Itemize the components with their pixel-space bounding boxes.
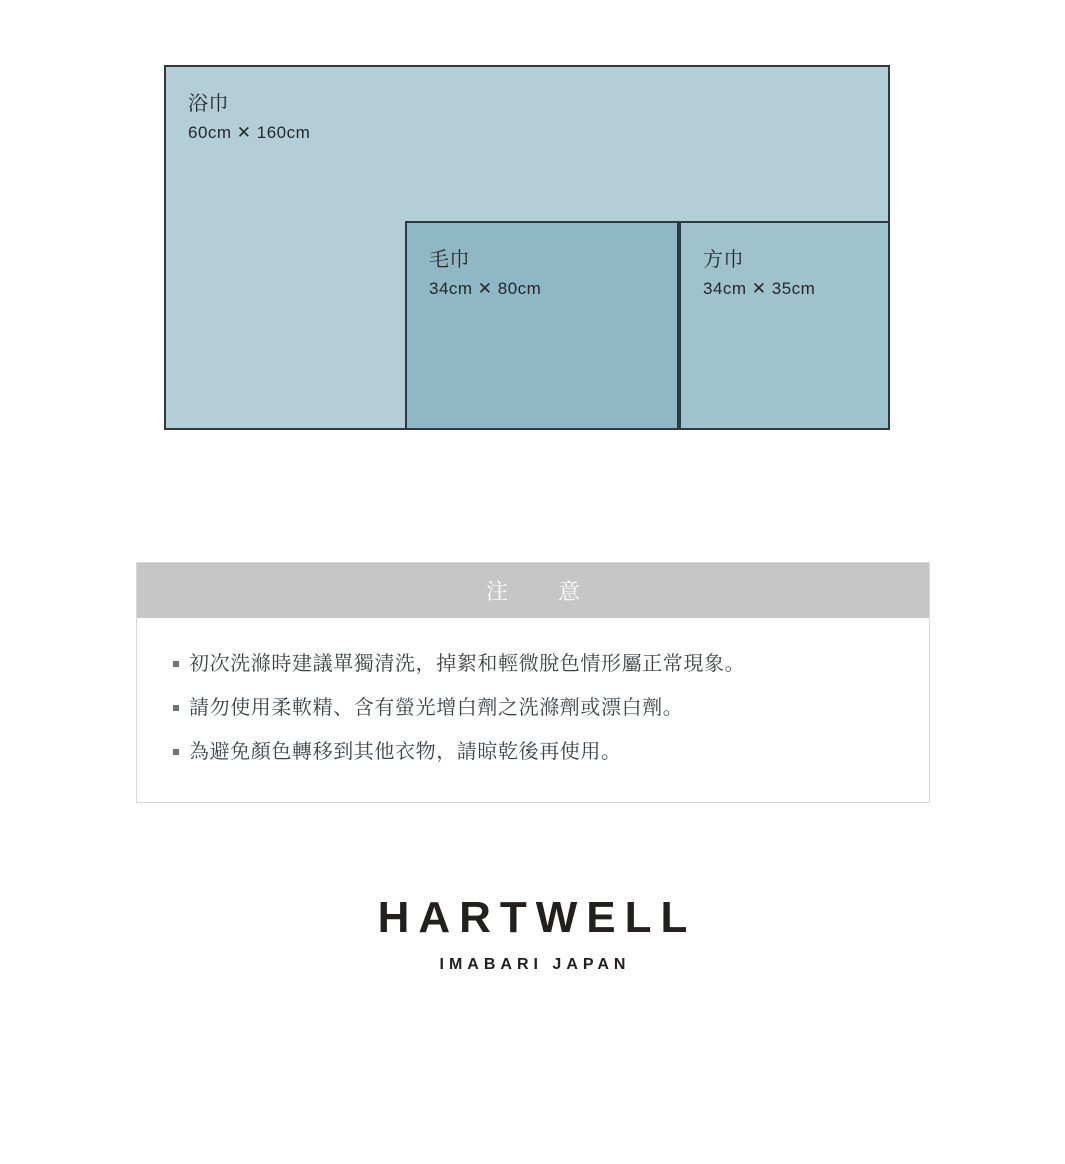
notice-item-text: 為避免顏色轉移到其他衣物，請晾乾後再使用。 xyxy=(189,741,622,763)
notice-item-text: 初次洗滌時建議單獨清洗，掉絮和輕微脫色情形屬正常現象。 xyxy=(189,653,746,675)
face-towel-label xyxy=(429,247,541,300)
notice-list xyxy=(137,618,929,802)
bullet-square-icon xyxy=(173,661,179,667)
notice-list-item xyxy=(189,686,929,730)
notice-item-text: 請勿使用柔軟精、含有螢光增白劑之洗滌劑或漂白劑。 xyxy=(189,697,684,719)
face-towel-dimensions: 34cm ✕ 80cm xyxy=(429,279,542,298)
towel-size-diagram xyxy=(164,65,890,430)
brand-subtitle: IMABARI JAPAN xyxy=(439,956,631,973)
bullet-square-icon xyxy=(173,705,179,711)
hand-towel-name: 方巾 xyxy=(703,249,744,271)
bath-towel-label xyxy=(188,91,310,144)
hand-towel-dimensions: 34cm ✕ 35cm xyxy=(703,279,816,298)
brand-logo xyxy=(0,890,1065,974)
bath-towel-dimensions: 60cm ✕ 160cm xyxy=(188,123,311,142)
face-towel-name: 毛巾 xyxy=(429,249,470,271)
notice-title: 注 意 xyxy=(485,579,594,604)
notice-list-item xyxy=(189,730,929,774)
notice-header xyxy=(137,563,929,618)
hand-towel-shape xyxy=(679,221,890,430)
notice-list-item xyxy=(189,642,929,686)
face-towel-shape xyxy=(405,221,679,430)
brand-name: HARTWELL xyxy=(377,893,697,942)
hand-towel-label xyxy=(703,247,815,300)
bath-towel-name: 浴巾 xyxy=(188,93,229,115)
notice-panel xyxy=(136,562,930,803)
bullet-square-icon xyxy=(173,749,179,755)
